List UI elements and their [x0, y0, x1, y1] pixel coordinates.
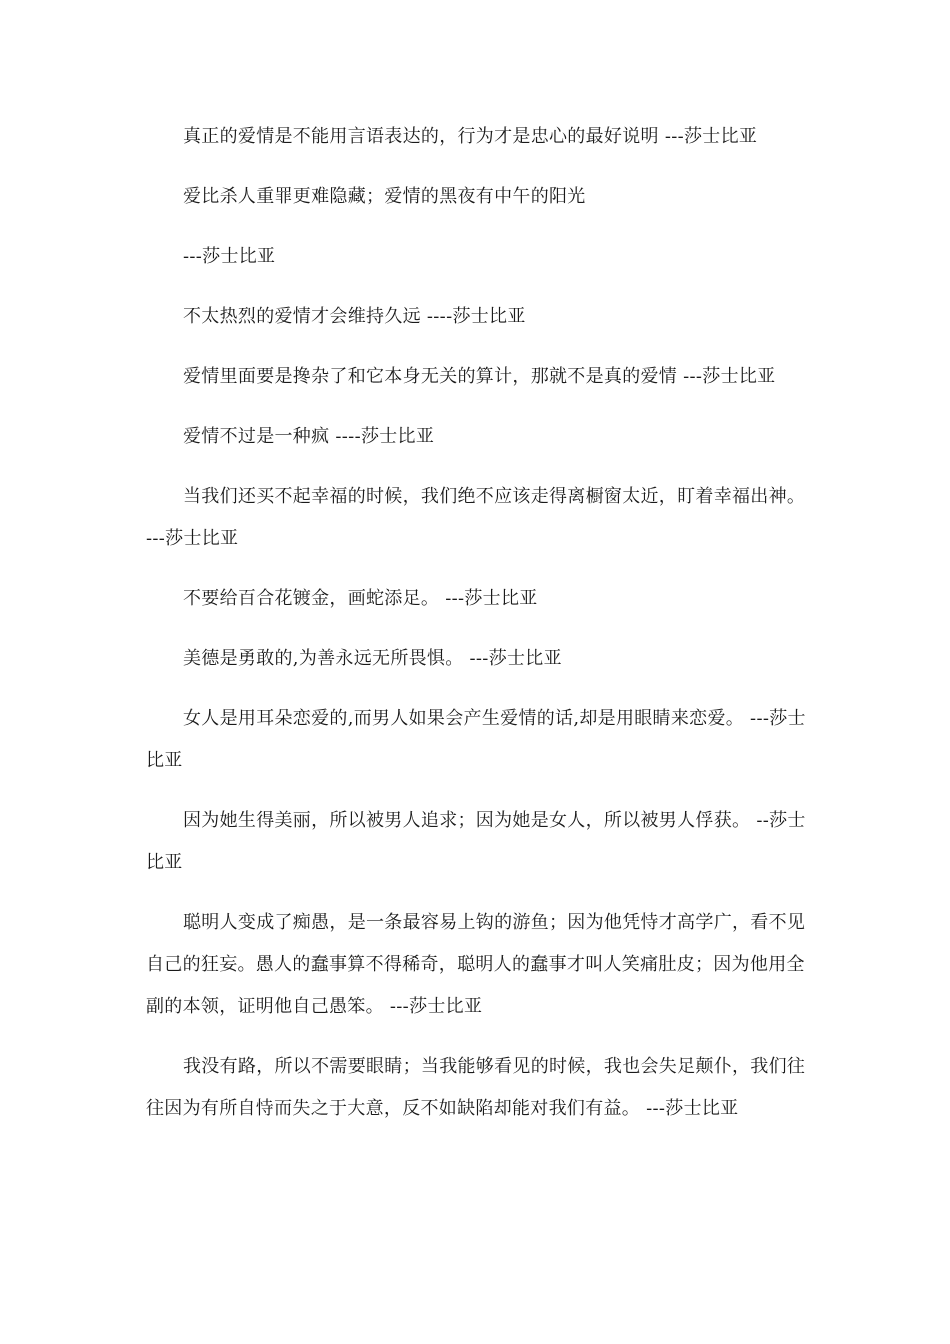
paragraph-12: 聪明人变成了痴愚，是一条最容易上钩的游鱼；因为他凭恃才高学广，看不见自己的狂妄。愚人的蠢事算不得稀奇，聪明人的蠢事才叫人笑痛肚皮；因为他用全副的本领，证明他自己愚笨。 ---莎士比亚: [146, 912, 806, 1017]
paragraph-13: 我没有路，所以不需要眼睛；当我能够看见的时候，我也会失足颠仆，我们往往因为有所自恃而失之于大意，反不如缺陷却能对我们有益。 ---莎士比亚: [146, 1056, 806, 1119]
paragraph-8: 不要给百合花镀金，画蛇添足。 ---莎士比亚: [183, 588, 538, 609]
paragraph-9: 美德是勇敢的,为善永远无所畏惧。 ---莎士比亚: [183, 648, 562, 669]
paragraph-11: 因为她生得美丽，所以被男人追求；因为她是女人，所以被男人俘获。 --莎士比亚: [146, 810, 806, 873]
paragraph-5: 爱情里面要是搀杂了和它本身无关的算计，那就不是真的爱情 ---莎士比亚: [183, 366, 776, 387]
paragraph-2: 爱比杀人重罪更难隐藏；爱情的黑夜有中午的阳光: [183, 186, 586, 207]
paragraph-1: 真正的爱情是不能用言语表达的，行为才是忠心的最好说明 ---莎士比亚: [183, 126, 758, 147]
paragraph-6: 爱情不过是一种疯 ----莎士比亚: [183, 426, 435, 447]
document-body: [146, 116, 806, 1148]
paragraph-7: 当我们还买不起幸福的时候，我们绝不应该走得离橱窗太近，盯着幸福出神。 ---莎士比亚: [146, 486, 806, 549]
paragraph-10: 女人是用耳朵恋爱的,而男人如果会产生爱情的话,却是用眼睛来恋爱。 ---莎士比亚: [146, 708, 806, 771]
paragraph-4: 不太热烈的爱情才会维持久远 ----莎士比亚: [183, 306, 526, 327]
paragraph-3: ---莎士比亚: [183, 246, 276, 267]
